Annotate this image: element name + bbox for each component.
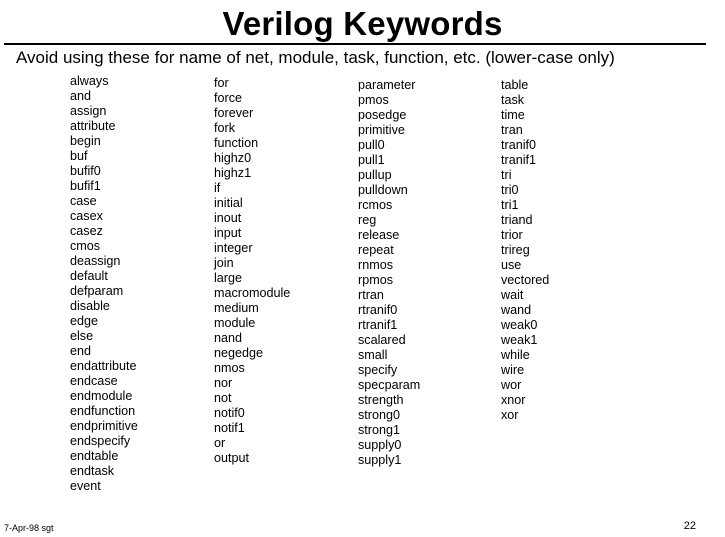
keyword-item: tran [501,123,523,137]
keyword-item: specparam [358,378,421,392]
keyword-item: nor [214,376,233,390]
keyword-item: cmos [70,239,101,253]
keyword-column-3 [358,78,420,468]
keyword-item: output [214,451,250,465]
keyword-item: casex [70,209,103,223]
keyword-item: input [214,226,242,240]
keyword-item: repeat [358,243,394,257]
keyword-item: use [501,258,522,272]
keyword-column-4 [501,78,549,423]
keyword-item: and [70,89,92,103]
keyword-item: triand [501,213,533,227]
keyword-item: strong1 [358,423,401,437]
keyword-column-1 [70,74,138,494]
keyword-item: negedge [214,346,264,360]
keyword-item: large [214,271,243,285]
keyword-item: parameter [358,78,416,92]
keyword-item: buf [70,149,88,163]
keyword-item: posedge [358,108,407,122]
keyword-item: trior [501,228,523,242]
keyword-item: small [358,348,388,362]
keyword-item: rcmos [358,198,393,212]
keyword-item: primitive [358,123,405,137]
keyword-item: disable [70,299,110,313]
keyword-item: function [214,136,259,150]
keyword-item: nand [214,331,243,345]
keyword-item: pulldown [358,183,408,197]
title-underline [4,43,706,45]
keyword-item: notif0 [214,406,245,420]
keyword-item: endcase [70,374,118,388]
keyword-item: weak0 [501,318,538,332]
keyword-item: always [70,74,109,88]
keyword-item: rtranif1 [358,318,398,332]
keyword-item: not [214,391,232,405]
keyword-item: endfunction [70,404,136,418]
keyword-item: endmodule [70,389,133,403]
keyword-item: strong0 [358,408,401,422]
keyword-item: force [214,91,242,105]
keyword-item: highz0 [214,151,252,165]
keyword-item: or [214,436,226,450]
keyword-item: endtable [70,449,119,463]
keyword-item: tri0 [501,183,519,197]
keyword-item: endattribute [70,359,137,373]
keyword-item: join [214,256,234,270]
keyword-item: for [214,76,229,90]
keyword-item: wor [501,378,522,392]
keyword-item: vectored [501,273,550,287]
keyword-item: wire [501,363,525,377]
slide-subtitle: Avoid using these for name of net, module, task, function, etc. (lower-case only) [16,48,615,67]
keyword-item: pull1 [358,153,385,167]
keyword-item: edge [70,314,99,328]
keyword-item: module [214,316,256,330]
keyword-item: attribute [70,119,116,133]
keyword-item: macromodule [214,286,291,300]
keyword-item: tri [501,168,512,182]
keyword-item: bufif0 [70,164,101,178]
keyword-item: tranif1 [501,153,537,167]
keyword-item: rnmos [358,258,393,272]
keyword-column-2 [214,76,290,466]
keyword-item: casez [70,224,103,238]
keyword-item: specify [358,363,398,377]
keyword-item: default [70,269,108,283]
keyword-item: end [70,344,92,358]
keyword-item: supply1 [358,453,402,467]
keyword-item: endspecify [70,434,131,448]
keyword-item: medium [214,301,259,315]
keyword-item: pull0 [358,138,385,152]
keyword-item: highz1 [214,166,252,180]
keyword-item: endprimitive [70,419,138,433]
keyword-item: begin [70,134,101,148]
keyword-item: pmos [358,93,389,107]
keyword-item: if [214,181,221,195]
keyword-item: rpmos [358,273,393,287]
keyword-item: while [501,348,530,362]
keyword-item: table [501,78,529,92]
keyword-item: trireg [501,243,530,257]
keyword-item: deassign [70,254,121,268]
keyword-item: endtask [70,464,115,478]
keyword-item: inout [214,211,242,225]
keyword-item: tranif0 [501,138,537,152]
page-number: 22 [683,520,696,532]
keyword-item: assign [70,104,107,118]
keyword-item: scalared [358,333,406,347]
keyword-item: xnor [501,393,526,407]
keyword-item: strength [358,393,404,407]
keyword-item: initial [214,196,243,210]
keyword-item: reg [358,213,377,227]
keyword-item: time [501,108,525,122]
keyword-item: forever [214,106,254,120]
keyword-item: else [70,329,94,343]
keyword-item: rtran [358,288,384,302]
keyword-item: notif1 [214,421,245,435]
keyword-item: pullup [358,168,392,182]
keyword-item: supply0 [358,438,402,452]
keyword-item: wait [501,288,524,302]
keyword-item: case [70,194,97,208]
keyword-item: fork [214,121,235,135]
keyword-item: task [501,93,525,107]
keyword-item: bufif1 [70,179,101,193]
keyword-item: rtranif0 [358,303,398,317]
slide-title: Verilog Keywords [222,5,503,42]
keyword-item: event [70,479,101,493]
keyword-item: integer [214,241,253,255]
keyword-item: release [358,228,400,242]
keyword-item: defparam [70,284,124,298]
footer-date: 7-Apr-98 sgt [4,523,54,533]
keyword-item: tri1 [501,198,519,212]
keyword-item: weak1 [501,333,538,347]
keyword-item: xor [501,408,519,422]
keyword-item: wand [501,303,532,317]
keyword-item: nmos [214,361,245,375]
